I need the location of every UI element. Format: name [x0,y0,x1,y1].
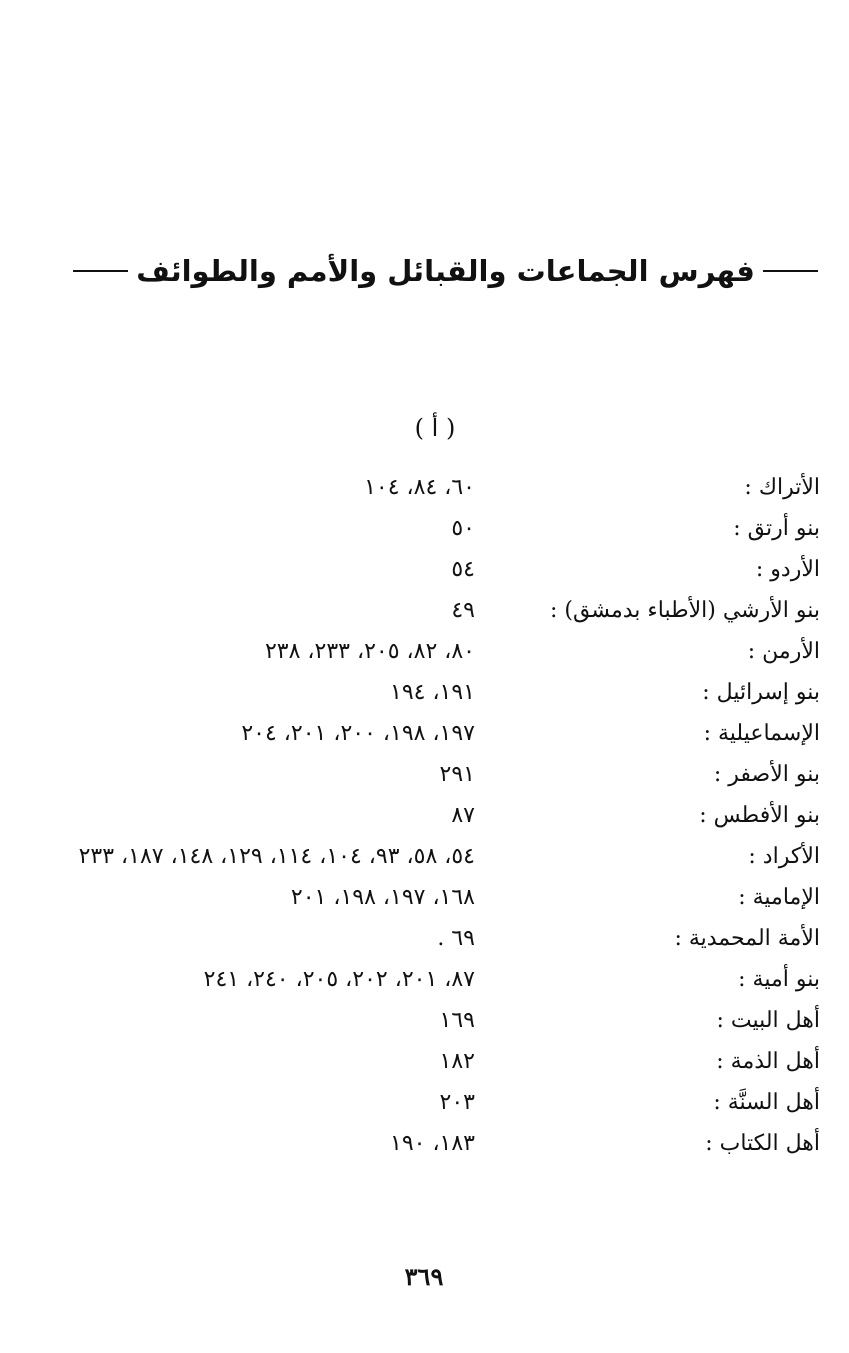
page-number: ٣٦٩ [404,1262,444,1291]
entry-label: بنو أرتق : [733,516,820,541]
index-entry [60,713,820,754]
entry-label: بنو الأرشي (الأطباء بدمشق) : [549,598,820,623]
entry-page-refs: ٢٠٣ [439,1090,475,1115]
index-entry [60,1123,820,1164]
index-entry [60,549,820,590]
index-entry [60,590,820,631]
entry-page-refs: ١٩١، ١٩٤ [390,680,475,705]
index-entry [60,918,820,959]
index-entry [60,754,820,795]
index-entry [60,877,820,918]
title-rule-right [763,270,818,272]
title-rule-left [73,270,128,272]
entry-page-refs: ٦٩ . [437,926,475,951]
entry-page-refs: ٦٠، ٨٤، ١٠٤ [364,475,475,500]
entry-page-refs: ٨٧، ٢٠١، ٢٠٢، ٢٠٥، ٢٤٠، ٢٤١ [203,967,475,992]
index-entry [60,959,820,1000]
entry-label: بنو الأفطس : [699,803,820,828]
entry-label: بنو الأصفر : [713,762,820,787]
entry-label: الأردو : [755,557,820,582]
entry-label: الإسماعيلية : [703,721,820,746]
entry-label: الأمة المحمدية : [674,926,820,951]
entry-label: الإمامية : [738,885,820,910]
entry-label: أهل الذمة : [716,1049,820,1074]
section-letter-heading: ( أ ) [414,414,456,442]
entry-label: الأكراد : [748,844,820,869]
entry-page-refs: ١٦٨، ١٩٧، ١٩٨، ٢٠١ [290,885,475,910]
entry-label: أهل البيت : [716,1008,820,1033]
entry-page-refs: ٤٩ [451,598,475,623]
entry-page-refs: ٥٠ [451,516,475,541]
entry-page-refs: ٨٧ [451,803,475,828]
entry-page-refs: ٢٩١ [439,762,475,787]
page-title: فهرس الجماعات والقبائل والأمم والطوائف [136,254,755,288]
index-entry [60,1000,820,1041]
entry-page-refs: ١٨٢ [439,1049,475,1074]
index-entry [60,508,820,549]
entry-label: أهل السنَّة : [713,1090,820,1115]
entry-page-refs: ١٩٧، ١٩٨، ٢٠٠، ٢٠١، ٢٠٤ [241,721,475,746]
index-entry [60,672,820,713]
index-entry [60,467,820,508]
entry-page-refs: ٨٠، ٨٢، ٢٠٥، ٢٣٣، ٢٣٨ [264,639,475,664]
entry-label: الأرمن : [747,639,820,664]
index-entry [60,795,820,836]
index-entry [60,1041,820,1082]
index-title-row [73,246,818,296]
entry-page-refs: ٥٤، ٥٨، ٩٣، ١٠٤، ١١٤، ١٢٩، ١٤٨، ١٨٧، ٢٣٣ [78,844,475,869]
index-entry [60,836,820,877]
entry-label: بنو إسرائيل : [702,680,820,705]
index-entry [60,631,820,672]
entry-label: الأتراك : [744,475,820,500]
entry-page-refs: ٥٤ [451,557,475,582]
entry-page-refs: ١٨٣، ١٩٠ [390,1131,475,1156]
entry-page-refs: ١٦٩ [439,1008,475,1033]
entry-label: بنو أمية : [738,967,820,992]
index-entries [60,467,820,1164]
entry-label: أهل الكتاب : [705,1131,820,1156]
index-entry [60,1082,820,1123]
